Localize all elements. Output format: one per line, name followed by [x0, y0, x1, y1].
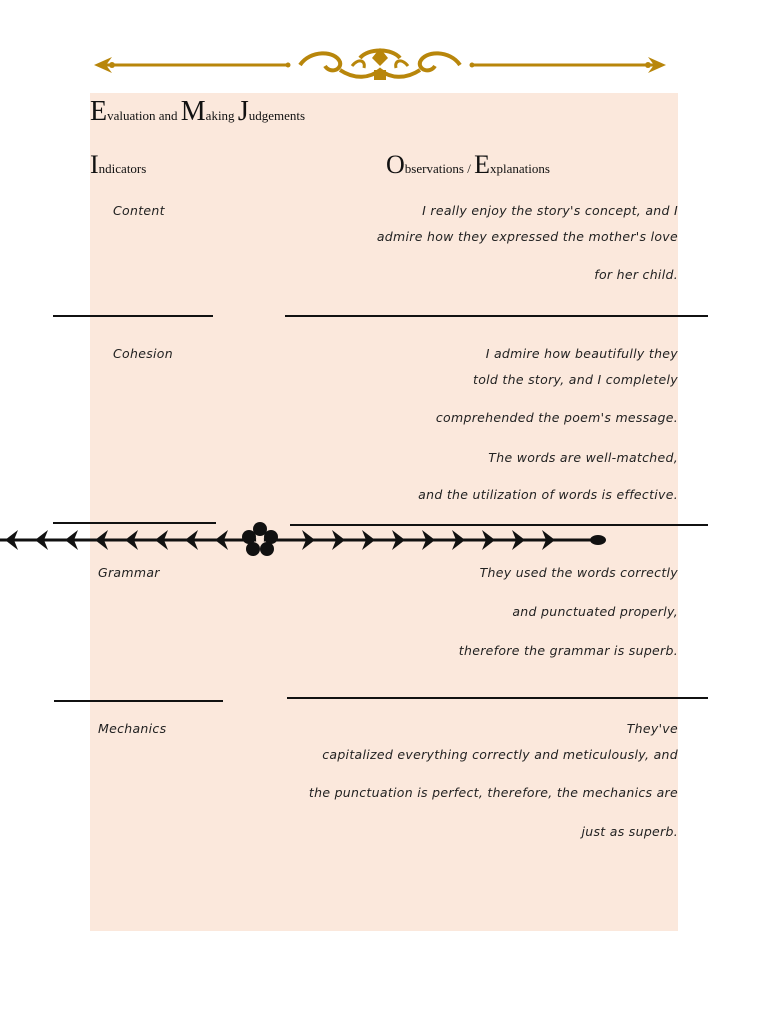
rule-left: [54, 700, 223, 702]
observation-line: and punctuated properly,: [512, 604, 678, 619]
observations-header: Observations / Explanations: [386, 150, 550, 179]
observation-line: and the utilization of words is effective.: [418, 487, 678, 502]
observation-line: I admire how beautifully they: [485, 346, 678, 361]
vine-flower-divider-icon: [0, 520, 615, 560]
observation-line: admire how they expressed the mother's love: [376, 229, 678, 244]
observation-line: just as superb.: [581, 824, 678, 839]
observation-line: the punctuation is perfect, therefore, the mechanics are: [308, 785, 678, 800]
rule-right: [285, 315, 708, 317]
observation-line: comprehended the poem's message.: [435, 410, 678, 425]
indicator-mechanics: Mechanics: [98, 721, 167, 736]
observation-line: capitalized everything correctly and meticulously, and: [322, 747, 678, 762]
rule-left: [53, 315, 213, 317]
page-title: Evaluation and Making Judgements: [90, 96, 306, 127]
observation-line: therefore the grammar is superb.: [458, 643, 678, 658]
indicator-grammar: Grammar: [98, 565, 160, 580]
observation-line: for her child.: [594, 267, 678, 282]
observation-line: I really enjoy the story's concept, and I: [422, 203, 678, 218]
observation-line: They used the words correctly: [479, 565, 678, 580]
rule-right: [287, 697, 708, 699]
indicators-header: Indicators: [90, 150, 147, 179]
indicator-cohesion: Cohesion: [113, 346, 173, 361]
document-panel: [90, 93, 678, 931]
observation-line: They've: [626, 721, 678, 736]
observation-line: told the story, and I completely: [473, 372, 678, 387]
gold-flourish-divider-icon: [90, 40, 670, 90]
indicator-content: Content: [113, 203, 165, 218]
observation-line: The words are well-matched,: [488, 450, 678, 465]
